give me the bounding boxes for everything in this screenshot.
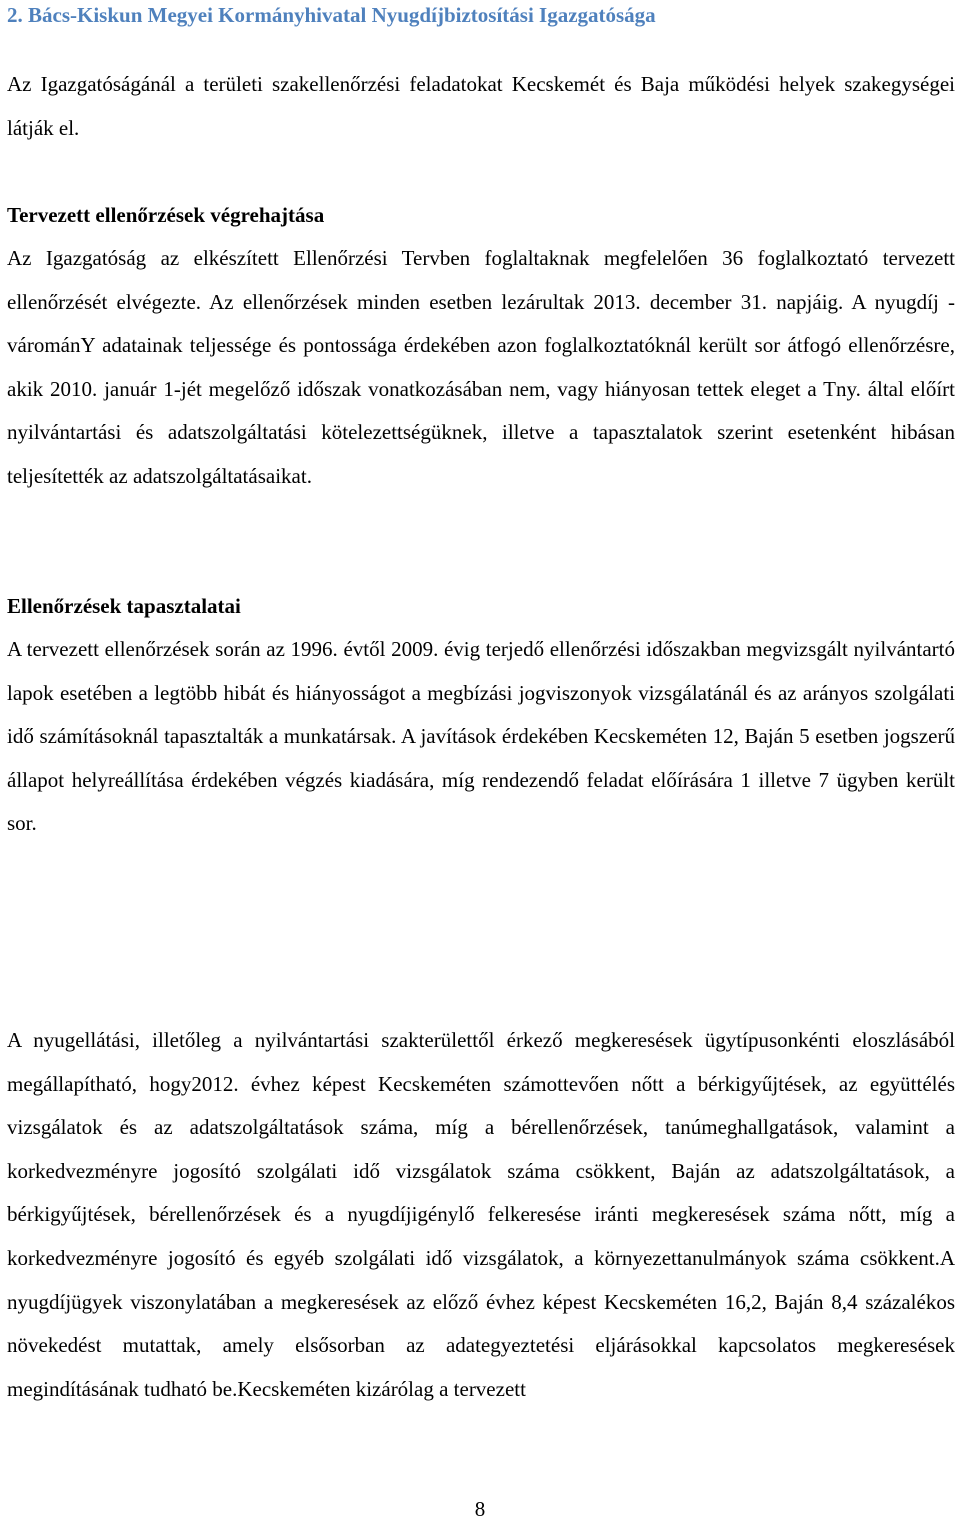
inquiries-paragraph: A nyugellátási, illetőleg a nyilvántartási szakterülettől érkező megkeresések ügytípusonkénti eloszlásából megállapítható, hogy2012. évhez képest Kecskeméten számottevően nőtt a bérkigyűjtések, az együttélés vizsgálatok és az adatszolgáltatások száma, míg a bérellenőrzések, tanúmeghallgatások, valamint a korkedvezményre jogosító szolgálati idő vizsgálatok száma csökkent, Baján az adatszolgáltatások, a bérkigyűjtések, bérellenőrzések és a nyugdíjigénylő felkeresése iránti megkeresések száma nőtt, míg a korkedvezményre jogosító és egyéb szolgálati idő vizsgálatok, a környezettanulmányok száma csökkent.A nyugdíjügyek viszonylatában a megkeresések az előző évhez képest Kecskeméten 16,2, Baján 8,4 százalékos növekedést mutattak, amely elsősorban az adategyeztetési eljárásokkal kapcsolatos megkeresések megindításának tudható be.Kecskeméten kizárólag a tervezett	[7, 1028, 955, 1401]
page-number: 8	[474, 1497, 486, 1521]
findings-title: Ellenőrzések tapasztalatai	[7, 594, 241, 618]
section-heading: 2. Bács-Kiskun Megyei Kormányhivatal Nyugdíjbiztosítási Igazgatósága	[7, 3, 656, 27]
findings-paragraph: A tervezett ellenőrzések során az 1996. évtől 2009. évig terjedő ellenőrzési időszakban megvizsgált nyilvántartó lapok esetében a legtöbb hibát és hiányosságot a megbízási jogviszonyok vizsgálatánál és az arányos szolgálati idő számításoknál tapasztalták a munkatársak. A javítások érdekében Kecskeméten 12, Baján 5 esetben jogszerű állapot helyreállítása érdekében végzés kiadására, míg rendezendő feladat előírására 1 illetve 7 ügyben került sor.	[7, 637, 955, 836]
intro-paragraph: Az Igazgatóságánál a területi szakellenőrzési feladatokat Kecskemét és Baja működési helyek szakegységei látják el.	[7, 72, 955, 140]
planned-inspections-title: Tervezett ellenőrzések végrehajtása	[7, 203, 325, 227]
planned-inspections-paragraph: Az Igazgatóság az elkészített Ellenőrzési Tervben foglaltaknak megfelelően 36 foglalkoztató tervezett ellenőrzését elvégezte. Az ellenőrzések minden esetben lezárultak 2013. december 31. napjáig. A nyugdíj - várománY adatainak teljessége és pontossága érdekében azon foglalkoztatóknál került sor átfogó ellenőrzésre, akik 2010. január 1-jét megelőző időszak vonatkozásában nem, vagy hiányosan tettek eleget a Tny. által előírt nyilvántartási és adatszolgáltatási kötelezettségüknek, illetve a tapasztalatok szerint esetenként hibásan teljesítették az adatszolgáltatásaikat.	[7, 246, 955, 488]
